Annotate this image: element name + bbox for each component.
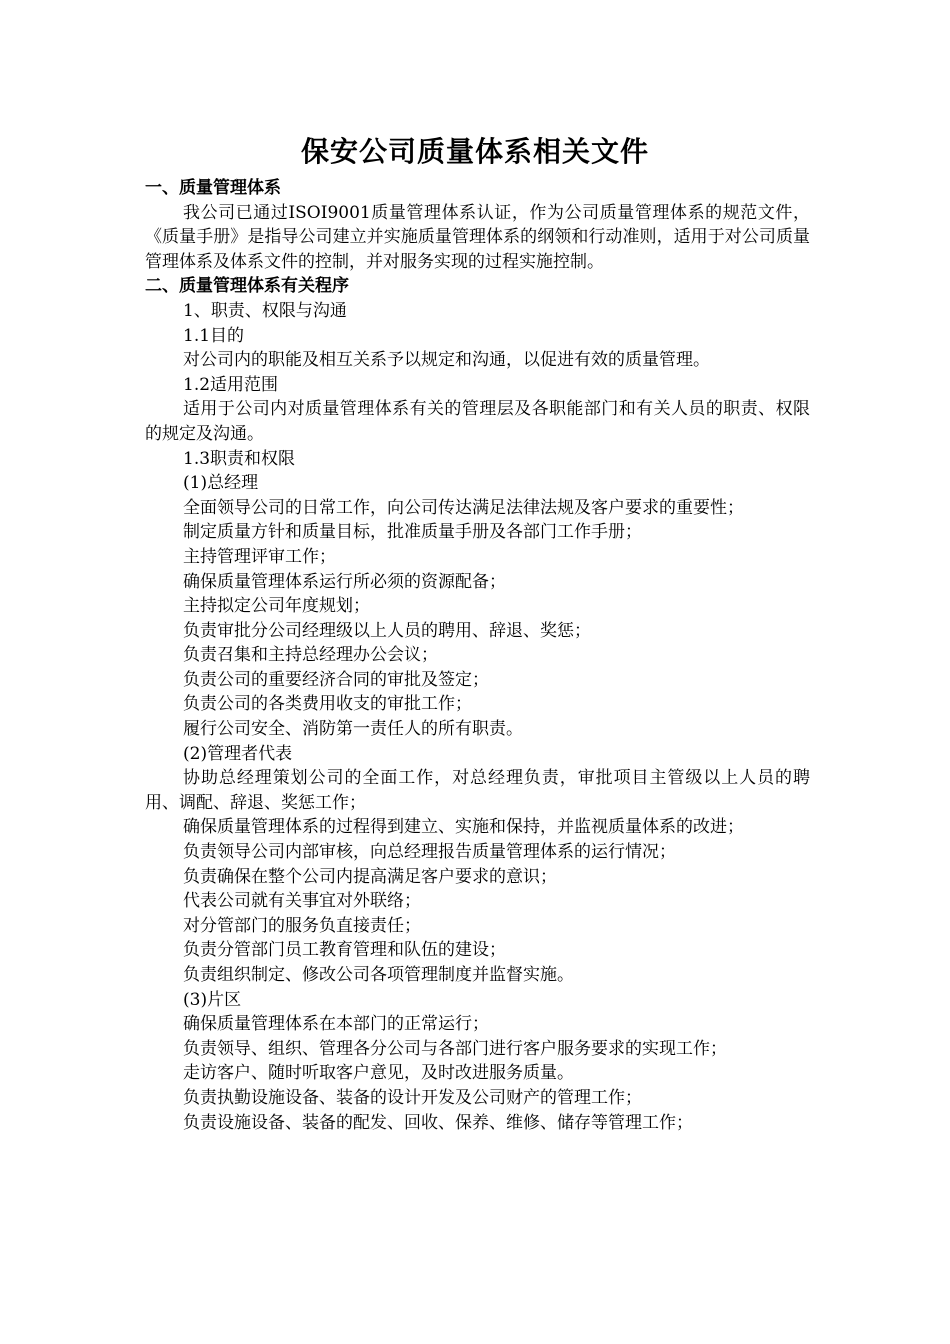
paragraph: 负责执勤设施设备、装备的设计开发及公司财产的管理工作； [183,1087,642,1108]
paragraph: 1、职责、权限与沟通 [183,300,347,321]
paragraph: 我公司已通过ISOI9001质量管理体系认证，作为公司质量管理体系的规范文件，《质量手册》是指导公司建立并实施质量管理体系的纲领和行动准则，适用于对公司质量管理体系及体系文件的控制，并对服务实现的过程实施控制。 [145,202,810,272]
paragraph: 履行公司安全、消防第一责任人的所有职责。 [183,719,523,740]
paragraph: 对分管部门的服务负直接责任； [183,915,421,936]
paragraph: 走访客户、随时听取客户意见，及时改进服务质量。 [183,1063,574,1084]
paragraph: 对公司内的职能及相互关系予以规定和沟通，以促进有效的质量管理。 [183,350,710,371]
paragraph: (3)片区 [183,989,242,1010]
paragraph: 负责公司的重要经济合同的审批及签定； [183,669,489,690]
paragraph: 协助总经理策划公司的全面工作，对总经理负责，审批项目主管级以上人员的聘用、调配、辞退、奖惩工作； [145,768,810,813]
paragraph: 1.3职责和权限 [183,448,296,469]
section-heading-1: 一、质量管理体系 [145,178,281,198]
document-body [145,176,810,1135]
paragraph: 确保质量管理体系在本部门的正常运行； [183,1014,489,1035]
paragraph: 1.1目的 [183,325,245,346]
paragraph: 代表公司就有关事宜对外联络； [183,891,421,912]
paragraph: 适用于公司内对质量管理体系有关的管理层及各职能部门和有关人员的职责、权限的规定及沟通。 [145,399,810,444]
paragraph: 负责领导公司内部审核，向总经理报告质量管理体系的运行情况； [183,842,676,863]
paragraph: 1.2适用范围 [183,374,279,395]
paragraph: (1)总经理 [183,473,259,494]
paragraph: 全面领导公司的日常工作，向公司传达满足法律法规及客户要求的重要性； [183,497,744,518]
paragraph: 负责审批分公司经理级以上人员的聘用、辞退、奖惩； [183,620,591,641]
document-title: 保安公司质量体系相关文件 [300,135,649,168]
paragraph: (2)管理者代表 [183,743,293,764]
paragraph: 负责分管部门员工教育管理和队伍的建设； [183,940,506,961]
paragraph: 负责确保在整个公司内提高满足客户要求的意识； [183,866,557,887]
paragraph: 负责组织制定、修改公司各项管理制度并监督实施。 [183,965,574,985]
paragraph: 负责设施设备、装备的配发、回收、保养、维修、储存等管理工作； [183,1112,693,1133]
paragraph: 确保质量管理体系运行所必须的资源配备； [183,571,506,592]
paragraph: 主持管理评审工作； [183,546,336,567]
paragraph: 制定质量方针和质量目标，批准质量手册及各部门工作手册； [183,522,642,543]
paragraph: 负责公司的各类费用收支的审批工作； [183,694,472,715]
paragraph: 负责召集和主持总经理办公会议； [183,645,438,666]
paragraph: 主持拟定公司年度规划； [183,596,370,617]
paragraph: 确保质量管理体系的过程得到建立、实施和保持，并监视质量体系的改进； [183,817,744,838]
section-heading-2: 二、质量管理体系有关程序 [145,276,349,297]
paragraph: 负责领导、组织、管理各分公司与各部门进行客户服务要求的实现工作； [183,1038,727,1059]
